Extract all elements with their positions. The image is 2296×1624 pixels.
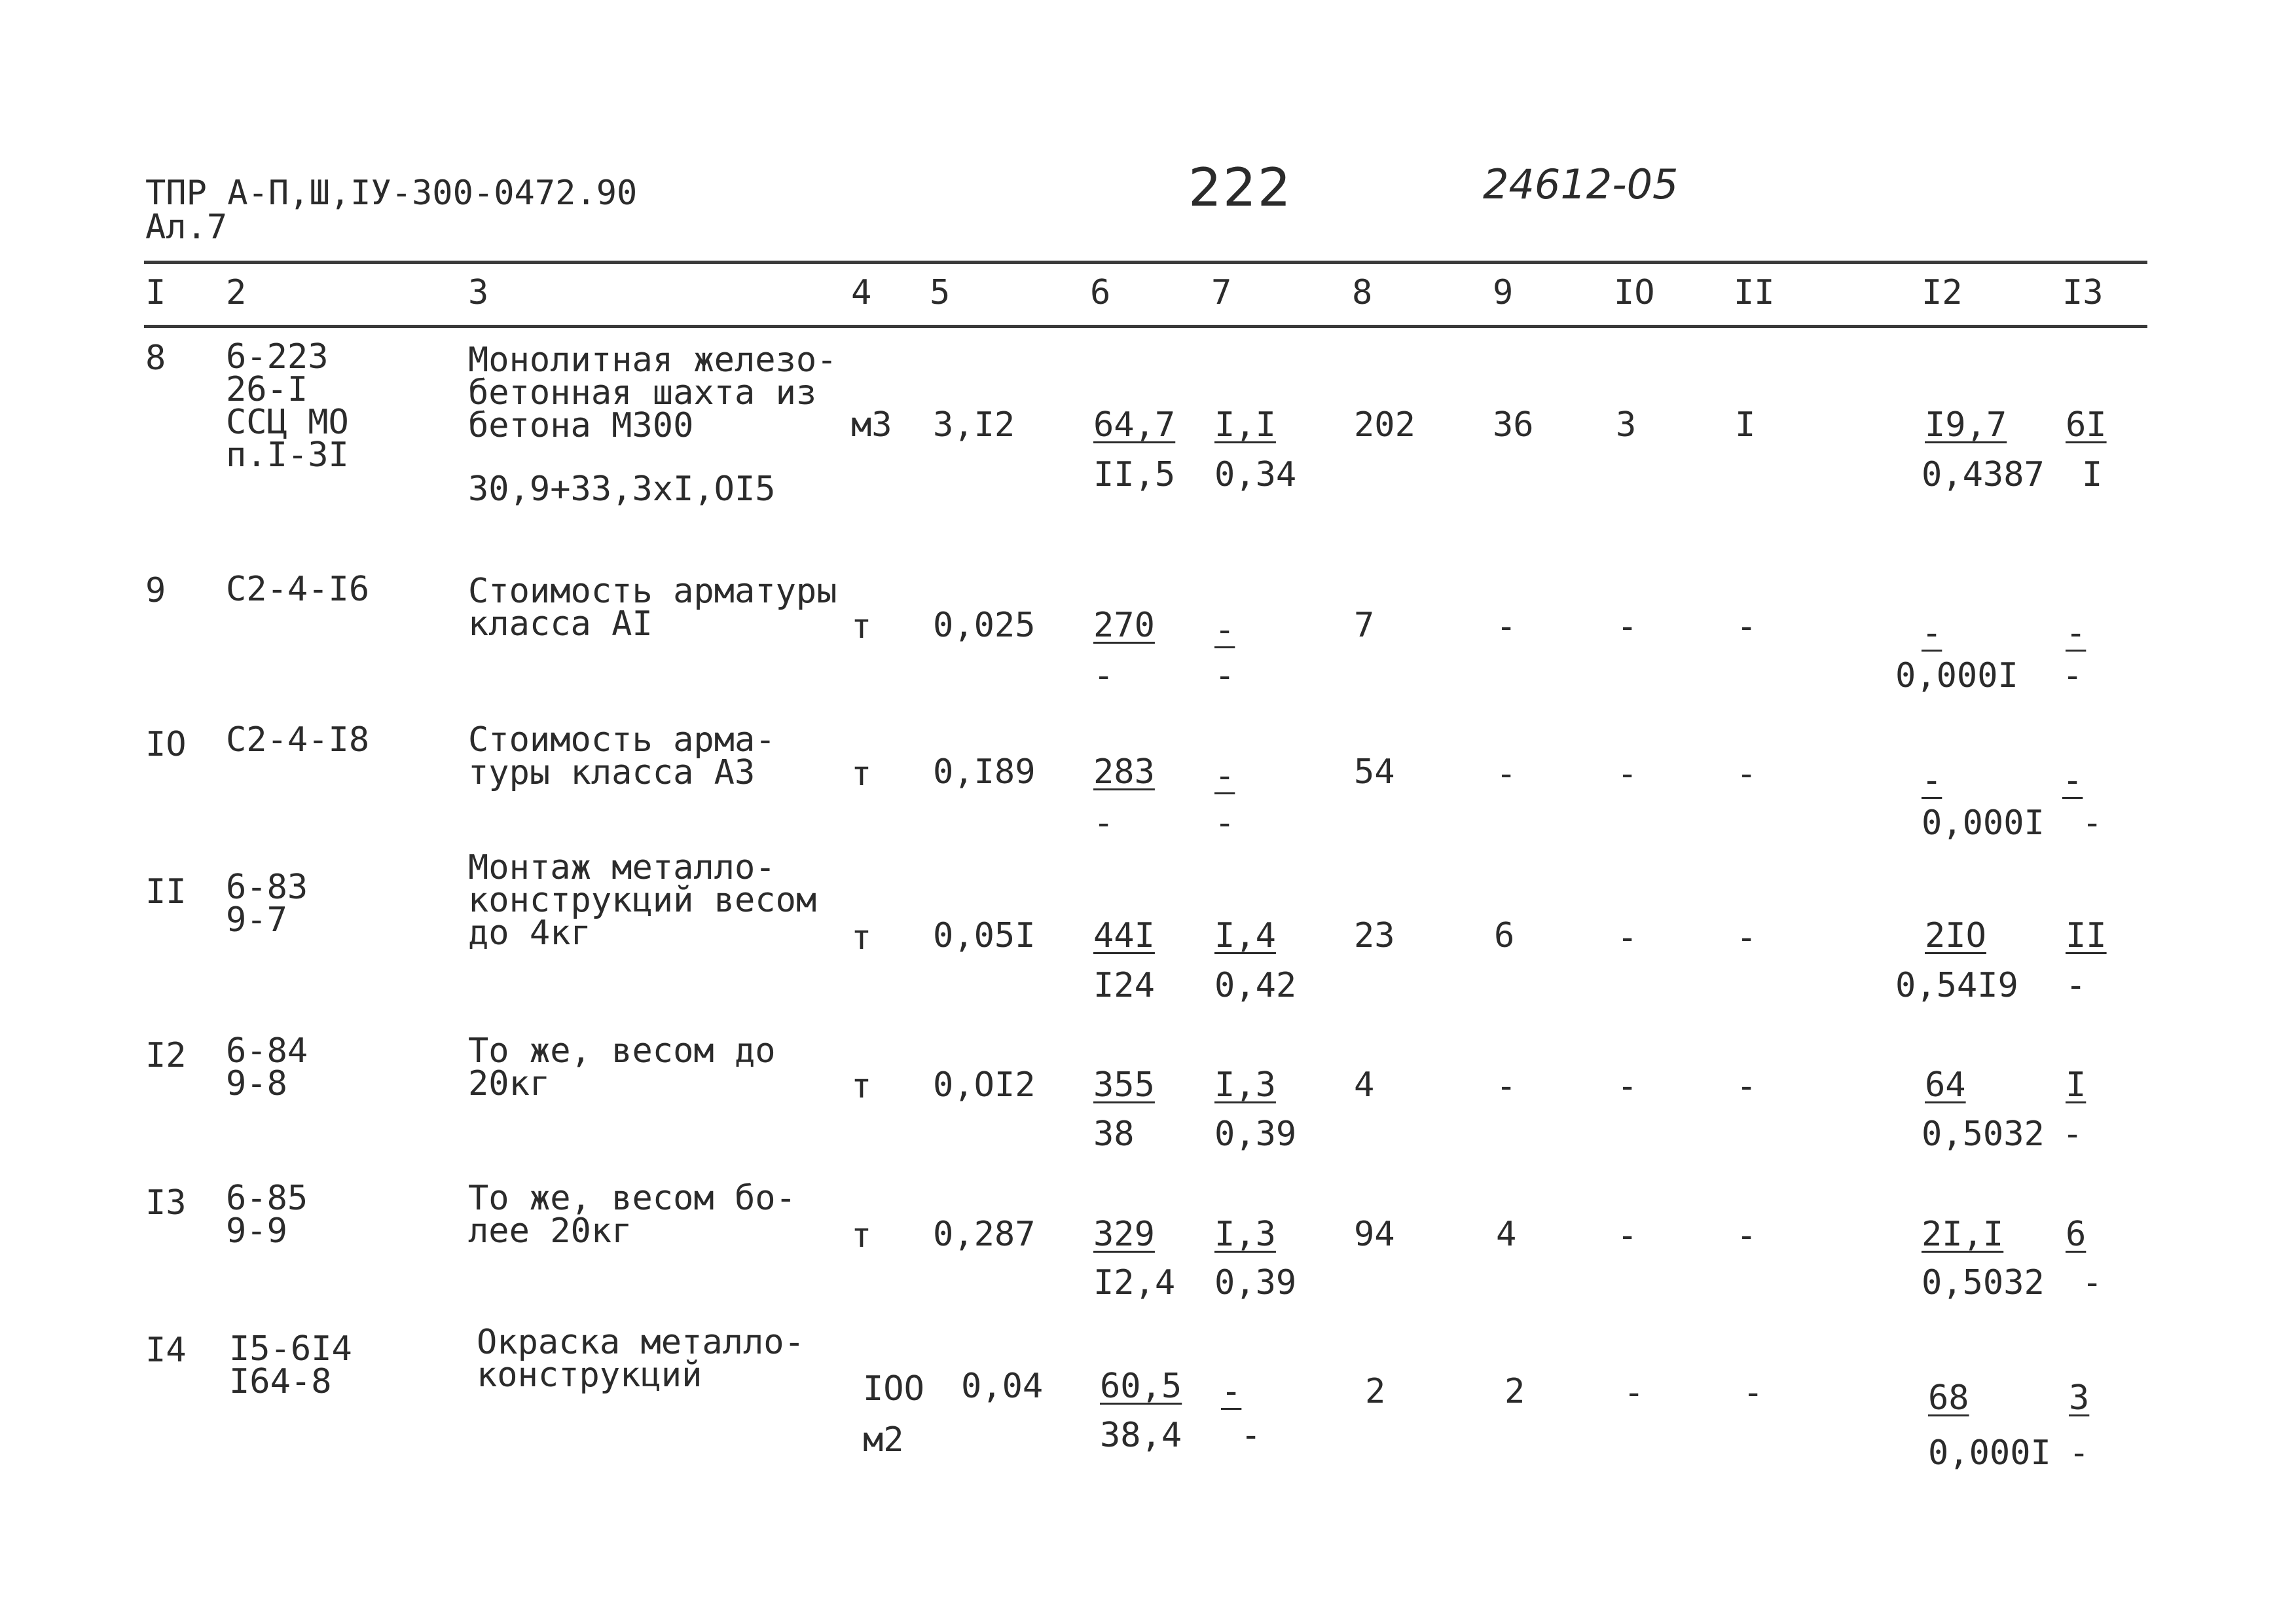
- col6-bottom: II,5: [1093, 455, 1176, 494]
- work-description: Монтаж металло- конструкций весом до 4кг: [468, 848, 817, 953]
- work-description: Стоимость арма- туры класса А3: [468, 720, 776, 792]
- col9: -: [1496, 754, 1517, 794]
- col13-bottom: I: [2082, 455, 2103, 494]
- col11: -: [1736, 607, 1757, 646]
- col10: 3: [1616, 405, 1637, 445]
- row-number: 9: [145, 571, 166, 610]
- col6-top: 329: [1093, 1215, 1155, 1254]
- header-bottom-rule: [144, 325, 2147, 328]
- norm-code: С2-4-I6: [226, 570, 370, 609]
- col-header-12: I2: [1922, 273, 1963, 312]
- norm-code: 6-85 9-9: [226, 1179, 308, 1251]
- col11: -: [1743, 1373, 1764, 1412]
- col-header-2: 2: [226, 273, 247, 312]
- col7-top: I,3: [1214, 1065, 1276, 1105]
- col6-top: 60,5: [1100, 1367, 1182, 1406]
- col9: -: [1496, 1067, 1517, 1106]
- unit: т: [851, 607, 872, 646]
- row-number: I2: [145, 1036, 187, 1075]
- col12-bottom: 0,000I: [1895, 656, 2018, 695]
- work-description: То же, весом бо- лее 20кг: [468, 1179, 796, 1251]
- col13-top: II: [2066, 916, 2107, 955]
- col7-top: -: [1221, 1372, 1242, 1411]
- col8: 54: [1354, 752, 1395, 792]
- quantity: 0,I89: [933, 752, 1036, 792]
- col13-top: -: [2066, 614, 2086, 653]
- col13-top: 3: [2069, 1378, 2090, 1418]
- quantity: 0,OI2: [933, 1065, 1036, 1105]
- col-header-8: 8: [1352, 273, 1373, 312]
- col7-bottom: 0,42: [1214, 966, 1297, 1005]
- document-sheet: Ал.7: [145, 208, 228, 247]
- document-reference: ТПР А-П,Ш,IУ-300-0472.90: [145, 174, 638, 213]
- col11: -: [1736, 1067, 1757, 1106]
- col7-top: I,4: [1214, 916, 1276, 955]
- col7-bottom: 0,39: [1214, 1263, 1297, 1302]
- col9: 2: [1504, 1372, 1525, 1411]
- col6-bottom: I24: [1093, 966, 1155, 1005]
- row-number: I4: [145, 1331, 187, 1370]
- col11: -: [1736, 754, 1757, 794]
- work-description: Окраска металло- конструкций: [477, 1323, 805, 1395]
- col11: -: [1736, 918, 1757, 957]
- col-header-5: 5: [930, 273, 951, 312]
- unit: т: [851, 918, 872, 957]
- col6-bottom: -: [1093, 656, 1114, 695]
- col13-bottom: -: [2069, 1433, 2090, 1473]
- col13-bottom: -: [2066, 966, 2086, 1005]
- norm-code: 6-83 9-7: [226, 868, 308, 940]
- norm-code: 6-223 26-I ССЦ МО п.I-3I: [226, 337, 349, 475]
- col6-bottom: 38: [1093, 1115, 1135, 1154]
- quantity: 0,05I: [933, 916, 1036, 955]
- col12-bottom: 0,000I: [1928, 1433, 2051, 1473]
- col11: -: [1736, 1216, 1757, 1255]
- unit: м3: [851, 405, 892, 445]
- page-number: 222: [1188, 157, 1292, 218]
- col12-top: 68: [1928, 1378, 1969, 1418]
- col12-bottom: 0,5032: [1922, 1115, 2045, 1154]
- col12-top: -: [1922, 761, 1942, 800]
- col10: -: [1617, 1067, 1638, 1106]
- unit: т: [851, 1067, 872, 1106]
- col-header-13: I3: [2062, 273, 2104, 312]
- col-header-9: 9: [1493, 273, 1514, 312]
- document-code: 24612-05: [1483, 160, 1679, 208]
- quantity: 0,04: [961, 1367, 1044, 1406]
- col12-bottom: 0,54I9: [1895, 966, 2018, 1005]
- col6-bottom: -: [1093, 803, 1114, 843]
- unit: т: [851, 754, 872, 794]
- col10: -: [1617, 918, 1638, 957]
- work-description: Монолитная железо- бетонная шахта из бетона М300: [468, 341, 837, 445]
- col12-bottom: 0,000I: [1922, 803, 2045, 843]
- col10: -: [1617, 1216, 1638, 1255]
- col13-bottom: -: [2062, 1115, 2083, 1154]
- norm-code: С2-4-I8: [226, 720, 370, 760]
- col7-bottom: 0,39: [1214, 1115, 1297, 1154]
- col10: -: [1617, 754, 1638, 794]
- col13-top: I: [2066, 1065, 2086, 1105]
- row-number: 8: [145, 339, 166, 378]
- quantity: 3,I2: [933, 405, 1015, 445]
- col8: 7: [1354, 606, 1375, 645]
- col7-bottom: -: [1241, 1416, 1262, 1455]
- work-description: То же, весом до 20кг: [468, 1031, 776, 1103]
- col9: 4: [1496, 1215, 1517, 1254]
- col13-bottom: -: [2082, 1263, 2103, 1302]
- col8: 2: [1365, 1372, 1386, 1411]
- col10: -: [1624, 1373, 1645, 1412]
- col6-top: 283: [1093, 752, 1155, 792]
- col-header-3: 3: [468, 273, 489, 312]
- unit: IOO м2: [863, 1369, 924, 1460]
- col8: 23: [1354, 916, 1395, 955]
- col6-top: 64,7: [1093, 405, 1176, 445]
- col13-top: -: [2062, 761, 2083, 800]
- col6-top: 355: [1093, 1065, 1155, 1105]
- col11: I: [1735, 405, 1756, 445]
- col-header-4: 4: [851, 273, 872, 312]
- col13-bottom: -: [2082, 803, 2103, 843]
- col8: 202: [1354, 405, 1415, 445]
- col13-top: 6: [2066, 1215, 2086, 1254]
- row-number: II: [145, 872, 187, 912]
- row-number: IO: [145, 725, 187, 764]
- col9: -: [1496, 607, 1517, 646]
- col12-top: 2I,I: [1922, 1215, 2004, 1254]
- col10: -: [1617, 607, 1638, 646]
- col-header-10: IO: [1614, 273, 1655, 312]
- col7-bottom: -: [1214, 803, 1235, 843]
- col-header-6: 6: [1090, 273, 1111, 312]
- col13-top: 6I: [2066, 405, 2107, 445]
- norm-code: I5-6I4 I64-8: [229, 1329, 352, 1401]
- col12-top: -: [1922, 614, 1942, 653]
- col-header-11: II: [1734, 273, 1775, 312]
- col8: 4: [1354, 1065, 1375, 1105]
- col9: 36: [1493, 405, 1534, 445]
- col7-top: -: [1214, 610, 1235, 650]
- col-header-7: 7: [1211, 273, 1232, 312]
- col6-bottom: I2,4: [1093, 1263, 1176, 1302]
- header-top-rule: [144, 261, 2147, 264]
- col13-bottom: -: [2062, 656, 2083, 695]
- col9: 6: [1494, 916, 1515, 955]
- col12-bottom: 0,5032: [1922, 1263, 2045, 1302]
- col7-bottom: 0,34: [1214, 455, 1297, 494]
- col8: 94: [1354, 1215, 1395, 1254]
- col7-top: I,3: [1214, 1215, 1276, 1254]
- col6-bottom: 38,4: [1100, 1416, 1182, 1455]
- col-header-1: I: [145, 273, 166, 312]
- quantity: 0,025: [933, 606, 1036, 645]
- unit: т: [851, 1216, 872, 1255]
- quantity-calculation: 30,9+33,3xI,OI5: [468, 470, 776, 509]
- col7-bottom: -: [1214, 656, 1235, 695]
- col6-top: 270: [1093, 606, 1155, 645]
- col12-top: 64: [1925, 1065, 1966, 1105]
- col12-top: 2IO: [1925, 916, 1986, 955]
- row-number: I3: [145, 1183, 187, 1223]
- col7-top: -: [1214, 756, 1235, 796]
- work-description: Стоимость арматуры класса АI: [468, 572, 837, 644]
- col12-bottom: 0,4387: [1922, 455, 2045, 494]
- col7-top: I,I: [1214, 405, 1276, 445]
- col12-top: I9,7: [1925, 405, 2007, 445]
- col6-top: 44I: [1093, 916, 1155, 955]
- norm-code: 6-84 9-8: [226, 1031, 308, 1103]
- quantity: 0,287: [933, 1215, 1036, 1254]
